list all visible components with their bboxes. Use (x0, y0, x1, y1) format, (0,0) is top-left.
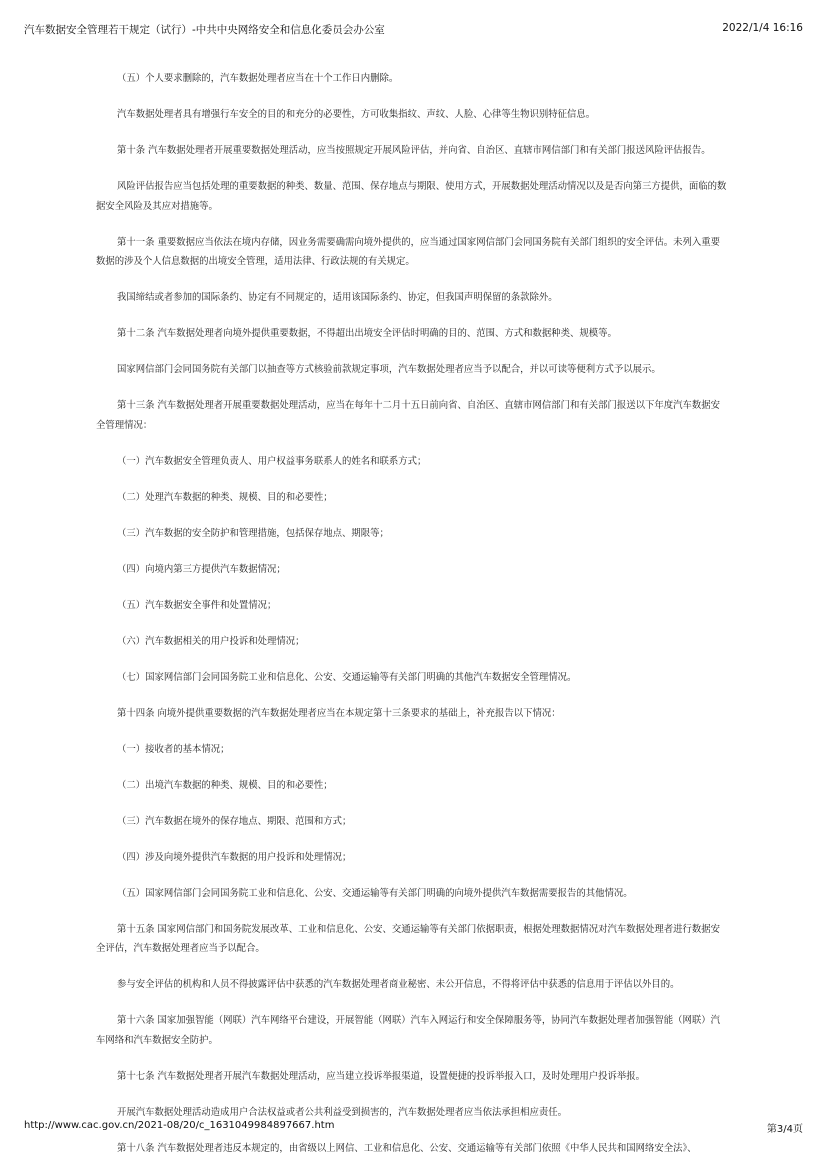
page-title: 汽车数据安全管理若干规定（试行）-中共中央网络安全和信息化委员会办公室 (24, 24, 385, 36)
paragraph: 第十三条 汽车数据处理者开展重要数据处理活动，应当在每年十二月十五日前向省、自治区、直辖市网信部门和有关部门报送以下年度汽车数据安全管理情况： (96, 400, 720, 431)
paragraph: （七）国家网信部门会同国务院工业和信息化、公安、交通运输等有关部门明确的其他汽车数据安全管理情况。 (117, 671, 577, 683)
paragraph: 第十五条 国家网信部门和国务院发展改革、工业和信息化、公安、交通运输等有关部门依据职责，根据处理数据情况对汽车数据处理者进行数据安全评估，汽车数据处理者应当予以配合。 (96, 923, 720, 954)
paragraph: （五）汽车数据安全事件和处置情况； (117, 599, 277, 611)
paragraph: 我国缔结或者参加的国际条约、协定有不同规定的，适用该国际条约、协定，但我国声明保留的条款除外。 (117, 292, 558, 303)
paragraph: （四）向境内第三方提供汽车数据情况； (117, 563, 286, 575)
print-datetime: 2022/1/4 16:16 (722, 22, 803, 34)
paragraph: 汽车数据处理者具有增强行车安全的目的和充分的必要性，方可收集指纹、声纹、人脸、心律等生物识别特征信息。 (117, 109, 596, 120)
print-header (24, 22, 803, 38)
paragraph: （二）处理汽车数据的种类、规模、目的和必要性； (117, 491, 333, 503)
paragraph: 开展汽车数据处理活动造成用户合法权益或者公共利益受到损害的，汽车数据处理者应当依法承担相应责任。 (117, 1106, 568, 1118)
paragraph: 第十七条 汽车数据处理者开展汽车数据处理活动，应当建立投诉举报渠道，设置便捷的投诉举报入口，及时处理用户投诉举报。 (117, 1070, 645, 1082)
paragraph: （三）汽车数据的安全防护和管理措施，包括保存地点、期限等； (117, 527, 389, 539)
paragraph: 第十条 汽车数据处理者开展重要数据处理活动，应当按照规定开展风险评估，并向省、自治区、直辖市网信部门和有关部门报送风险评估报告。 (117, 145, 711, 156)
paragraph: 参与安全评估的机构和人员不得披露评估中获悉的汽车数据处理者商业秘密、未公开信息，不得将评估中获悉的信息用于评估以外目的。 (117, 979, 680, 990)
paragraph: （二）出境汽车数据的种类、规模、目的和必要性； (117, 779, 333, 791)
paragraph: 风险评估报告应当包括处理的重要数据的种类、数量、范围、保存地点与期限、使用方式，开展数据处理活动情况以及是否向第三方提供，面临的数据安全风险及其应对措施等。 (96, 181, 727, 212)
source-url: http://www.cac.gov.cn/2021-08/20/c_1631049984897667.htm (24, 1120, 335, 1131)
print-footer (24, 1120, 803, 1136)
paragraph: （三）汽车数据在境外的保存地点、期限、范围和方式； (117, 815, 352, 827)
paragraph: 第十六条 国家加强智能（网联）汽车网络平台建设，开展智能（网联）汽车入网运行和安全保障服务等，协同汽车数据处理者加强智能（网联）汽车网络和汽车数据安全防护。 (96, 1015, 720, 1046)
paragraph: （四）涉及向境外提供汽车数据的用户投诉和处理情况； (117, 851, 352, 863)
page-number: 第3/4页 (766, 1124, 803, 1135)
paragraph: 第十八条 汽车数据处理者违反本规定的，由省级以上网信、工业和信息化、公安、交通运输等有关部门依照《中华人民共和国网络安全法》、 (117, 1142, 697, 1154)
paragraph: （一）接收者的基本情况； (117, 743, 230, 755)
paragraph: （五）国家网信部门会同国务院工业和信息化、公安、交通运输等有关部门明确的向境外提供汽车数据需要报告的其他情况。 (117, 887, 633, 899)
paragraph: （五）个人要求删除的，汽车数据处理者应当在十个工作日内删除。 (117, 73, 399, 84)
paragraph: 国家网信部门会同国务院有关部门以抽查等方式核验前款规定事项，汽车数据处理者应当予以配合，并以可读等便利方式予以展示。 (117, 364, 661, 375)
paragraph: 第十四条 向境外提供重要数据的汽车数据处理者应当在本规定第十三条要求的基础上，补充报告以下情况： (117, 707, 561, 719)
paragraph: 第十一条 重要数据应当依法在境内存储，因业务需要确需向境外提供的，应当通过国家网信部门会同国务院有关部门组织的安全评估。未列入重要数据的涉及个人信息数据的出境安全管理，适用法律、行政法规的有关规定。 (96, 236, 720, 267)
paragraph: 第十二条 汽车数据处理者向境外提供重要数据，不得超出出境安全评估时明确的目的、范围、方式和数据种类、规模等。 (117, 328, 617, 339)
document-body (96, 69, 727, 1175)
paragraph: （一）汽车数据安全管理负责人、用户权益事务联系人的姓名和联系方式； (117, 455, 427, 467)
paragraph: （六）汽车数据相关的用户投诉和处理情况； (117, 635, 305, 647)
